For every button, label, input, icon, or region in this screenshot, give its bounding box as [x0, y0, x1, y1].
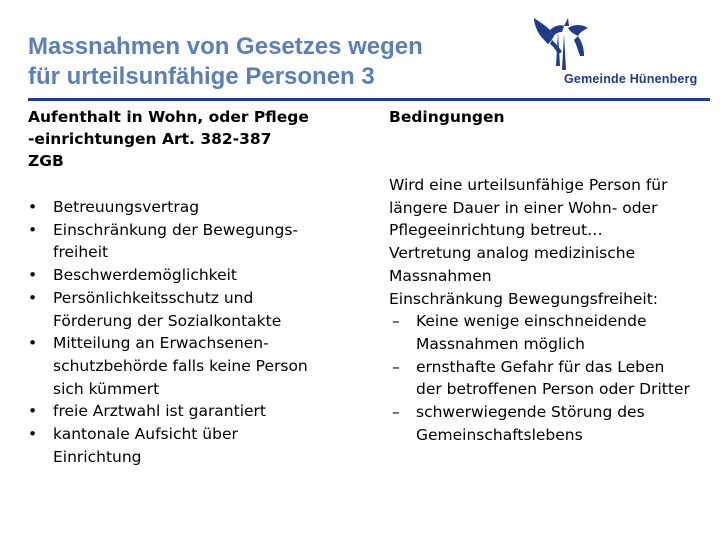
left-bullet-list: [28, 196, 358, 468]
gemeinde-logo: [528, 14, 718, 94]
list-item-text: Einrichtung: [53, 447, 142, 466]
paragraph-line: Wird eine urteilsunfähige Person für: [389, 176, 668, 194]
list-item-text: Keine wenige einschneidende: [416, 312, 647, 331]
paragraph-line: längere Dauer in einer Wohn- oder: [389, 198, 658, 217]
list-item-text: Persönlichkeitsschutz und: [53, 288, 254, 307]
list-item: [28, 423, 358, 468]
list-item: [28, 196, 358, 219]
heading-line: Aufenthalt in Wohn, oder Pflege: [28, 108, 309, 126]
list-item: [28, 219, 358, 264]
left-column-heading: [28, 106, 358, 172]
paragraph-line: Pflegeeinrichtung betreut…: [389, 221, 603, 240]
bullet-marker: •: [28, 198, 38, 216]
title-divider: [28, 98, 710, 101]
dash-marker: –: [392, 312, 400, 331]
dash-marker: –: [392, 403, 400, 422]
list-item-text: Förderung der Sozialkontakte: [53, 311, 282, 330]
heading-line: -einrichtungen Art. 382-387: [28, 130, 272, 148]
list-item-text: Betreuungsvertrag: [53, 198, 200, 216]
conditions-body: [389, 174, 715, 446]
list-item: [389, 310, 715, 355]
list-item: [28, 400, 358, 423]
heading-line: Bedingungen: [389, 108, 505, 126]
bullet-marker: •: [28, 334, 38, 353]
bullet-marker: •: [28, 425, 38, 444]
slide-title: [28, 32, 423, 92]
list-item-text: ernsthafte Gefahr für das Leben: [416, 357, 665, 376]
list-item: [389, 356, 715, 401]
unicorn-emblem-icon: [528, 14, 598, 72]
list-item: [389, 401, 715, 446]
list-item-text: der betroffenen Person oder Dritter: [416, 380, 690, 399]
right-column-heading: [389, 106, 505, 128]
logo-text: Gemeinde Hünenberg: [564, 72, 698, 86]
list-item: [28, 332, 358, 400]
list-item-text: sich kümmert: [53, 379, 160, 398]
list-item-text: schutzbehörde falls keine Person: [53, 356, 308, 375]
list-item-text: Gemeinschaftslebens: [416, 425, 583, 444]
list-item-text: Einschränkung der Bewegungs-: [53, 220, 299, 239]
list-item-text: kantonale Aufsicht über: [53, 425, 238, 444]
list-item-text: Massnahmen möglich: [416, 334, 585, 353]
paragraph-line: Einschränkung Bewegungsfreiheit:: [389, 289, 659, 308]
list-item-text: freiheit: [53, 243, 109, 262]
list-item: [28, 264, 358, 287]
list-item-text: Mitteilung an Erwachsenen-: [53, 334, 269, 353]
list-item: [28, 287, 358, 332]
paragraph-line: Massnahmen: [389, 266, 492, 285]
slide-title-line: Massnahmen von Gesetzes wegen: [28, 33, 423, 60]
list-item-text: freie Arztwahl ist garantiert: [53, 402, 267, 421]
conditions-dash-list: [389, 310, 715, 446]
bullet-marker: •: [28, 402, 38, 421]
list-item-text: schwerwiegende Störung des: [416, 403, 645, 422]
bullet-marker: •: [28, 266, 38, 285]
bullet-marker: •: [28, 288, 38, 307]
list-item-text: Beschwerdemöglichkeit: [53, 266, 238, 285]
dash-marker: –: [392, 357, 400, 376]
bullet-marker: •: [28, 220, 38, 239]
slide-title-line: für urteilsunfähige Personen 3: [28, 63, 375, 90]
heading-line: ZGB: [28, 152, 64, 170]
paragraph-line: Vertretung analog medizinische: [389, 244, 636, 263]
